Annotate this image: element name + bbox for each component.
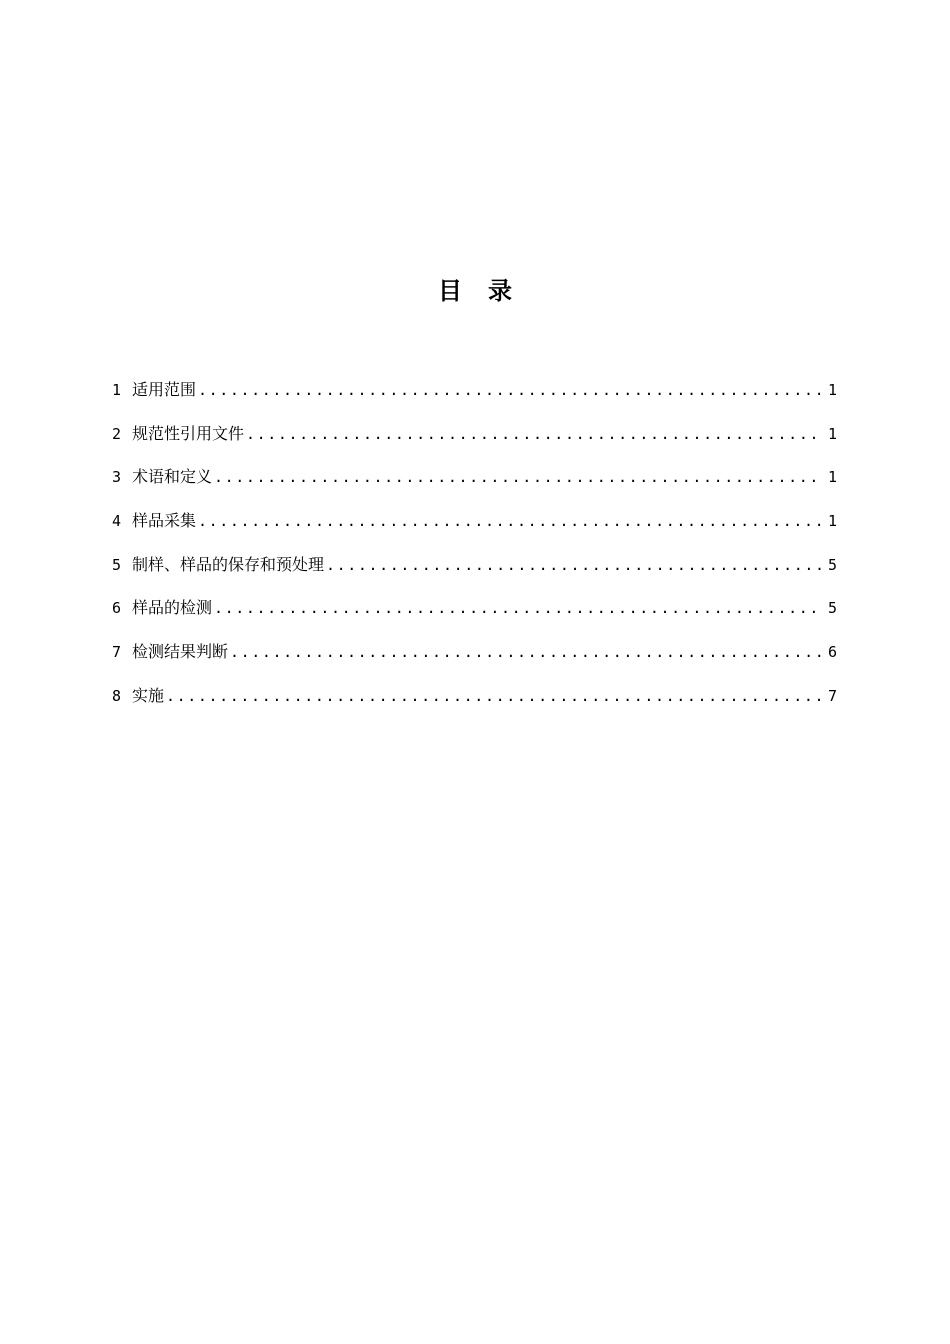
toc-entry-label: 适用范围	[132, 380, 197, 399]
toc-dot-leader	[214, 594, 823, 622]
toc-entry-number: 8	[112, 686, 122, 705]
toc-dot-leader	[230, 638, 823, 666]
toc-entry-page: 5	[827, 555, 837, 574]
toc-entry-5[interactable]	[112, 551, 837, 595]
toc-entry-number: 3	[112, 468, 122, 487]
toc-entry-page: 5	[827, 599, 837, 618]
toc-dot-leader	[198, 376, 823, 404]
toc-dot-leader	[214, 463, 823, 491]
toc-entry-number: 5	[112, 555, 122, 574]
toc-entry-label: 实施	[132, 685, 165, 705]
table-of-contents	[112, 376, 837, 726]
toc-entry-number: 4	[112, 512, 122, 531]
toc-entry-page: 1	[827, 424, 837, 443]
toc-entry-number: 1	[112, 381, 122, 399]
toc-entry-number: 6	[112, 599, 122, 618]
toc-entry-3[interactable]	[112, 463, 837, 507]
toc-entry-label: 检测结果判断	[132, 642, 229, 662]
toc-entry-page: 1	[827, 468, 837, 487]
toc-entry-label: 术语和定义	[132, 467, 213, 487]
toc-entry-2[interactable]	[112, 420, 837, 464]
toc-entry-1[interactable]	[112, 376, 837, 420]
toc-entry-page: 7	[827, 686, 837, 705]
toc-entry-label: 制样、样品的保存和预处理	[132, 554, 325, 574]
toc-entry-page: 1	[827, 381, 837, 399]
toc-entry-4[interactable]	[112, 507, 837, 551]
page-title: 目录	[438, 277, 538, 306]
toc-dot-leader	[166, 682, 823, 710]
toc-dot-leader	[326, 551, 823, 579]
toc-dot-leader	[198, 507, 823, 535]
toc-entry-number: 2	[112, 424, 122, 443]
toc-entry-label: 样品采集	[132, 511, 197, 531]
toc-entry-number: 7	[112, 643, 122, 662]
toc-entry-label: 样品的检测	[132, 598, 213, 618]
toc-entry-label: 规范性引用文件	[132, 423, 245, 443]
toc-entry-8[interactable]	[112, 682, 837, 726]
toc-dot-leader	[246, 420, 823, 448]
toc-entry-page: 1	[827, 512, 837, 531]
toc-entry-page: 6	[827, 643, 837, 662]
toc-entry-6[interactable]	[112, 594, 837, 638]
toc-entry-7[interactable]	[112, 638, 837, 682]
